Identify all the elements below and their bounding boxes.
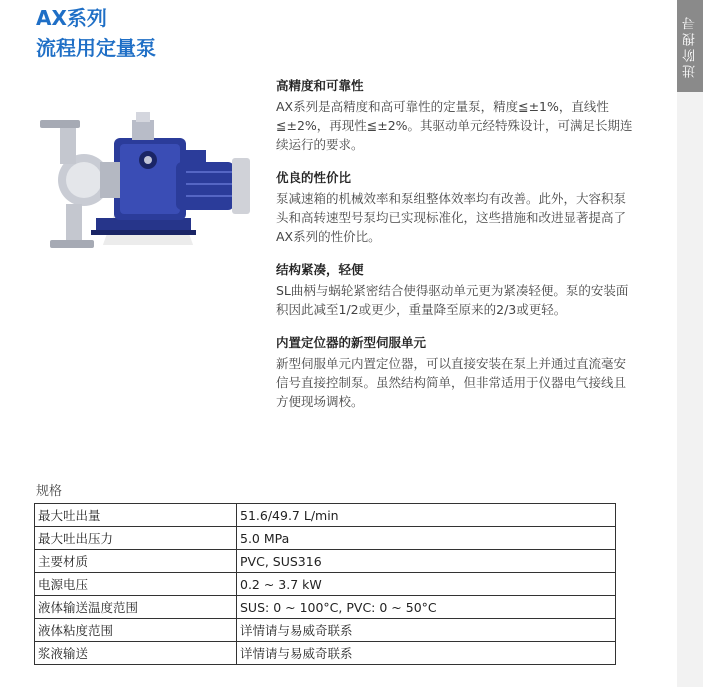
spec-key: 主要材质 — [35, 550, 237, 573]
spec-value: PVC, SUS316 — [237, 550, 616, 573]
spec-table — [34, 503, 616, 665]
feature-descriptions — [276, 76, 636, 425]
series-title: AX系列 — [36, 6, 107, 30]
spec-value: 详情请与易威奇联系 — [237, 642, 616, 665]
spec-key: 最大吐出量 — [35, 504, 237, 527]
side-strip — [677, 92, 703, 687]
feature-section — [276, 168, 636, 246]
spec-heading: 规格 — [36, 484, 63, 499]
spec-key: 液体粘度范围 — [35, 619, 237, 642]
feature-text: 泵减速箱的机械效率和泵组整体效率均有改善。此外，大容积泵头和高转速型号泵均已实现标准化，这些措施和改进显著提高了AX系列的性价比。 — [276, 191, 627, 244]
feature-section — [276, 333, 636, 411]
advanced-search-tab-label: 进阶搜寻 — [682, 14, 698, 78]
feature-title: 结构紧凑，轻便 — [276, 262, 364, 277]
feature-text: AX系列是高精度和高可靠性的定量泵，精度≦±1%，直线性≦±2%，再现性≦±2%。其驱动单元经特殊设计，可满足长期连续运行的要求。 — [276, 99, 633, 152]
table-row — [35, 642, 616, 665]
spec-value: 详情请与易威奇联系 — [237, 619, 616, 642]
feature-section — [276, 260, 636, 319]
page-subtitle: 流程用定量泵 — [36, 36, 156, 60]
spec-key: 浆液输送 — [35, 642, 237, 665]
spec-key: 电源电压 — [35, 573, 237, 596]
spec-value: 0.2 ~ 3.7 kW — [237, 573, 616, 596]
advanced-search-tab[interactable] — [677, 0, 703, 92]
spec-value: 5.0 MPa — [237, 527, 616, 550]
pump-product-image — [36, 100, 260, 275]
feature-text: 新型伺服单元内置定位器，可以直接安装在泵上并通过直流毫安信号直接控制泵。虽然结构简单，但非常适用于仪器电气接线且方便现场调校。 — [276, 356, 627, 409]
spec-key: 最大吐出压力 — [35, 527, 237, 550]
table-row — [35, 619, 616, 642]
feature-section — [276, 76, 636, 154]
table-row — [35, 596, 616, 619]
feature-title: 内置定位器的新型伺服单元 — [276, 335, 427, 350]
feature-text: SL曲柄与蜗轮紧密结合使得驱动单元更为紧凑轻便。泵的安装面积因此减至1/2或更少，重量降至原来的2/3或更轻。 — [276, 283, 629, 317]
table-row — [35, 527, 616, 550]
feature-title: 高精度和可靠性 — [276, 78, 364, 93]
table-row — [35, 504, 616, 527]
table-row — [35, 573, 616, 596]
spec-value: 51.6/49.7 L/min — [237, 504, 616, 527]
spec-key: 液体输送温度范围 — [35, 596, 237, 619]
spec-value: SUS: 0 ~ 100°C, PVC: 0 ~ 50°C — [237, 596, 616, 619]
table-row — [35, 550, 616, 573]
feature-title: 优良的性价比 — [276, 170, 352, 185]
